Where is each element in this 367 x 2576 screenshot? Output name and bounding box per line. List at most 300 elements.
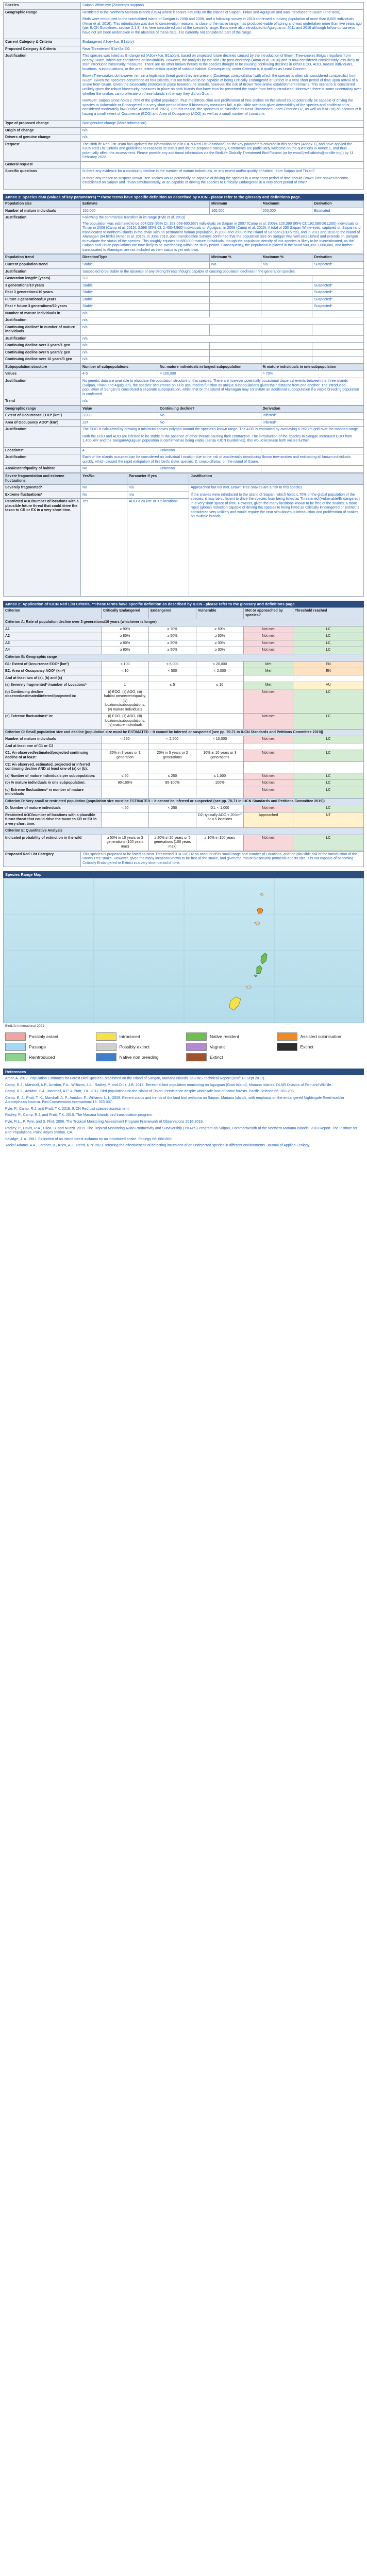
table-row: [4, 349, 364, 357]
cell: D2: typically AOO < 20 km² or ≤ 5 locations: [196, 812, 244, 828]
island-aguiguan: [254, 975, 257, 977]
legend-label: Extinct: [210, 1054, 223, 1060]
cell: LC: [293, 736, 364, 743]
table-row: [4, 835, 364, 851]
annex1-hdr-2: Minimum: [210, 201, 261, 208]
cell: 4-5: [81, 371, 158, 378]
trend-hdr-1: Direction/Type: [81, 255, 210, 262]
cell: Suspected*: [312, 261, 364, 268]
cell: LC: [293, 689, 364, 714]
annex1-header-row: [4, 201, 364, 208]
cell: 224: [81, 419, 158, 427]
subpop-hdr-2: No. mature individuals in largest subpopulation: [158, 364, 261, 371]
trend-hdr-3: Maximum %: [261, 255, 312, 262]
criterion-title: Criterion C: Small population size and decline (population size must be ESTIMATED – it cannot be inferred or suspected (see pp. 70-71 in IUCN Standards and Petitions Committee 2019)): [4, 729, 364, 736]
species-label: Species: [4, 3, 81, 10]
cell: Suspected to be stable in the absence of any strong threats thought capable of causing population declines in the generation species.: [81, 268, 364, 276]
criterion-title-row: [4, 729, 364, 736]
habitat-derivation: [261, 466, 364, 473]
cell: Continuing decline* in number of mature individuals: [4, 324, 81, 335]
severe-justification: [189, 485, 364, 597]
cell: 25% in 3 years or 1 generation: [102, 750, 149, 761]
cell: [102, 761, 149, 773]
table-row: [4, 682, 364, 689]
cell: ≤ 10: [196, 682, 244, 689]
cell: EN: [293, 661, 364, 668]
cell: n/a: [127, 485, 189, 492]
subpop-hdr-0: Subpopulation structure: [4, 364, 81, 371]
legend-label: Native resident: [210, 1033, 239, 1039]
type-change-value[interactable]: Non-genuine change (More information): [81, 121, 364, 128]
annex2-hdr-2: Endangered: [149, 608, 196, 619]
table-row: [4, 647, 364, 654]
cell: n/a: [261, 261, 312, 268]
table-row: [4, 335, 364, 343]
geo-hdr-1: Value: [81, 405, 158, 413]
cell: 3 generations/10 years: [4, 282, 81, 290]
annex1-hdr-4: Derivation: [312, 201, 364, 208]
cell: [149, 743, 196, 750]
cell: C1: An observed/estimated/projected continuing decline of at least:: [4, 750, 102, 761]
cell: [149, 812, 196, 828]
general-request-label: General request: [4, 161, 81, 168]
origin-change-label: Origin of change: [4, 127, 81, 134]
cell: Past 3 generations/10 years: [4, 290, 81, 297]
geo-justification: [81, 427, 364, 448]
cell: ≥ 30%: [196, 633, 244, 640]
reference-item: Pyle, R.L., P. Pyle, and S. Flint. 2006. The Tropical Monitoring Assessment Program Framework of Observations 2016-2019.: [5, 1120, 204, 1124]
table-row: [4, 447, 364, 454]
table-row: [4, 743, 364, 750]
cell: n/a: [81, 317, 364, 325]
references-title: References: [3, 1069, 364, 1075]
cell: D. Number of mature individuals: [4, 805, 102, 812]
legend-item: [186, 1032, 272, 1041]
cell: Stable: [81, 296, 210, 303]
cell: A3: [4, 640, 102, 647]
cell: [102, 812, 149, 828]
current-category-value: Endangered A3ce+4ce; B1ab(v): [81, 39, 364, 46]
annex2-proposed-table: [3, 851, 364, 868]
summary-table: [3, 2, 364, 190]
cell: < 10: [102, 668, 149, 675]
table-row: [4, 812, 364, 828]
cell: [210, 357, 261, 364]
justification-p3: However, Saipan alone holds c.70% of the global population, thus the introduction and proliferation of tree-snakes on this island could potentially be capable of driving the species to Vulnerable or Endangered in a very short period of time if biosecurity measures fail, a plausible scenario given detectability of the species and proliferation is considered moderately low (Yackel Adams et al. 2021). For this reason, the species is re-classified as Near Threatened under Criterion D2, as well as B1a+2a) on account of it having a small extent of Occurrence (EOO) and Area of Occupancy (AOO) as well as a small number of Locations.: [82, 99, 361, 116]
cell: ≤ 1,000: [196, 773, 244, 780]
cell: (a) Severely fragmented* /number of Locations*: [4, 682, 102, 689]
annex1-just-text: The population was estimated to be 504,029 (95% CI: 327,058-600,667) individuals on Saipan in 2007 (Camp et al. 2009), 120,390 (95% CI: 192,080-261,200) individuals on Tinian in 2008 (Camp et al. 2015), 3,598 (95% CI: 2,450-4,960) individuals on Aguiguan in 2008 (Camp et al. 2015). A total of 290 Saipan White-eyes, captured on Saipan and translocated to northern islands in the chain with no permanent human population, in 2008 and 2009 to the island of Sarigan (100 birds), and in 2011 and 2016 to the island of Alamagan (94 birds) (Amar et al. 2016). In June 2010, post-translocation surveys confirmed that the population size on Sarigan was well established and extends on Sarigan to evaluate the status of the species. This roughly equates to 680,000 mature individuals, though the population density of this species is likely to be overestimated, as the Saipan and Tinian populations are now likely to be overlapping within the study period. Consequently, the population is placed in the band 500,000-1,000,000, and further translocated to Alamagan are not included as their status is yet unknown.: [82, 222, 361, 252]
cell: (a) Number of mature individuals per subpopulation:: [4, 773, 102, 780]
table-row: [4, 398, 364, 405]
reference-item: Savidge, J. A. 1987. Extinction of an island forest avifauna by an introduced snake. Ecology 68: 660-668.: [5, 1137, 173, 1141]
general-request-value: [81, 161, 364, 168]
cell: Not met: [244, 773, 293, 780]
cell: ≥ 50%: [149, 647, 196, 654]
legend-swatch: [96, 1043, 116, 1051]
legend-label: Extinct: [300, 1044, 314, 1049]
cell: 1: [102, 682, 149, 689]
cell: Not met: [244, 787, 293, 798]
severe-hdr-1: Yes/No: [81, 473, 127, 484]
cell: Met: [244, 661, 293, 668]
cell: < 10,000: [196, 736, 244, 743]
criterion-title: Criterion E: Quantitative Analysis: [4, 828, 364, 835]
geo-hdr-0: Geographic range: [4, 405, 81, 413]
table-row: [4, 268, 364, 276]
geo-just-2: Both the EOO and AOO are inferred to be stable in the absence of other threats causing their contraction. The introduction of the species to Sarigan increased EOO from 1,400 km² and the Sarigan/Aguiguan population is confirmed as being viable (sensu IUCN Guidelines), this would increase both values further.: [82, 434, 353, 443]
cell: > 100,000: [158, 371, 261, 378]
cell: > 70%: [261, 371, 364, 378]
cell: B2: Area of Occupancy AOO* (km²): [4, 668, 102, 675]
cell: 90-100%: [102, 780, 149, 787]
cell: [149, 761, 196, 773]
geo-range-p2: Birds were introduced to the uninhabited island of Sarigan in 2008 and 2009, and a follow-up survey in 2010 confirmed a thriving population of more than 8,000 individuals (Amar et al. 2016). This introduction was due to conservation reasons, is close to the native range, has produced viable offspring and was undertaken more than five years ago (per IUCN Guidelines, section 2.1.3), it is here considered part of the species's range. Birds were also introduced to Aguiguan in 2011 and 2016 although follow-up surveys have not yet been undertaken in the absence of these data, it is currently not considered part of the range.: [82, 18, 362, 35]
annex1-hdr-3: Maximum: [261, 201, 312, 208]
restr-just-2: If the snakes were introduced to the island of Saipan, which holds c.70% of the global population of the species, it may be sufficient to drive the species from being listed as Threatened (Vulnerable/Endangered) in a very short space of time. However, given the many locations known to be free of the snakes, a more rapid (global) reduction capable of driving the species to being listed as Critically Endangered or Extinct is considered very unlikely and would require the near simultaneous introduction and proliferation of snakes on multiple islands.: [191, 493, 360, 519]
cell: Indicated probability of extinction in the wild: [4, 835, 102, 851]
cell: Not met: [244, 780, 293, 787]
legend-label: Assisted colonisation: [300, 1033, 341, 1039]
table-row: [4, 773, 364, 780]
cell: [196, 675, 244, 682]
cell: ≥ 80%: [102, 647, 149, 654]
legend-item: [5, 1043, 91, 1051]
table-row: [4, 466, 364, 473]
cell: n/a: [81, 343, 210, 350]
habitat-decline: Unknown: [158, 466, 261, 473]
range-map[interactable]: [3, 878, 364, 1023]
cell: Area of Occupancy AOO* (km²): [4, 419, 81, 427]
cell: ≥ 50%: [149, 640, 196, 647]
criterion-title-row: [4, 654, 364, 661]
table-row: [4, 343, 364, 350]
cell: Stable: [81, 303, 210, 311]
cell: 100%: [196, 780, 244, 787]
geo-range-value: [81, 9, 364, 39]
cell: n/a: [81, 357, 210, 364]
cell: No: [81, 485, 127, 492]
table-row: [4, 303, 364, 311]
cell: [149, 675, 196, 682]
cell: [149, 787, 196, 798]
cell: ≥ 80%: [102, 640, 149, 647]
specific-question-2: Is there any reason to suspect Brown Tree-snakes would potentially be capable of driving the species in a very short period of time should Brown Tree-snakes become established on Saipan and Tinian simultaneously, or an capable of driving the species to Critically Endangered in a very short period of time?: [82, 176, 348, 185]
reference-item: Radley, P., Camp, R.J. and Pratt, T.K. 2010. The Mariana Islands bird translocation program.: [5, 1113, 153, 1117]
cell: Not met: [244, 689, 293, 714]
map-title: Species Range Map: [3, 871, 364, 878]
cell: < 5,000: [149, 661, 196, 668]
trend-label: Trend: [4, 398, 81, 405]
criterion-title-row: [4, 798, 364, 805]
legend-item: [277, 1043, 362, 1051]
cell: [244, 675, 293, 682]
origin-change-value: n/a: [81, 127, 364, 134]
cell: [210, 303, 261, 311]
cell: A1: [4, 626, 102, 633]
cell: [102, 675, 149, 682]
criterion-title-row: [4, 619, 364, 626]
trend-hdr-2: Minimum %: [210, 255, 261, 262]
cell: ≥ 10% in 100 years: [196, 835, 244, 851]
cell: (b) Continuing decline observed/estimated/inferred/projected in:: [4, 689, 102, 714]
locations-decline: Unknown: [158, 447, 261, 454]
geo-range-label: Geographic Range: [4, 9, 81, 39]
table-row: [4, 317, 364, 325]
cell: A4: [4, 647, 102, 654]
cell: Future 3 generations/10 years: [4, 296, 81, 303]
table-row: [4, 675, 364, 682]
cell: < 2,500: [149, 736, 196, 743]
cell: Not met: [244, 835, 293, 851]
cell: NT: [293, 812, 364, 828]
annex1-hdr-0: Population size: [4, 201, 81, 208]
table-row: [4, 485, 364, 492]
cell: Approached: [244, 812, 293, 828]
cell: [210, 282, 261, 290]
cell: And at least two of (a), (b) and (c): [4, 675, 102, 682]
legend-swatch: [96, 1053, 116, 1061]
cell: n/a: [210, 261, 261, 268]
cell: 3,090: [81, 413, 158, 420]
legend-swatch: [186, 1032, 207, 1041]
cell: [312, 310, 364, 317]
cell: No: [81, 492, 127, 499]
island-tinian: [257, 965, 262, 974]
species-value[interactable]: Saipan White-eye (Zosterops saypani): [81, 3, 364, 10]
reference-item: Radley, P., Davis, R.A., Ulloa, B. and Nuzzo. 2019. The Tropical Monitoring Avian Productivity and Survivorship (TMAPS) Program on Saipan, Commonwealth of the Northern Mariana Islands: 2010 Report. The Institute for Bird Populations, Point Reyes Station, CA.: [5, 1126, 358, 1135]
cell: 10% in 10 years or 3 generations: [196, 750, 244, 761]
legend-swatch: [186, 1053, 207, 1061]
cell: < 500: [149, 668, 196, 675]
locations-value: 4: [81, 447, 158, 454]
cell: Justification: [4, 268, 81, 276]
legend-label: Possibly extinct: [119, 1044, 150, 1049]
specific-questions-label: Specific questions: [4, 168, 81, 190]
proposed-red-list-value: This species is proposed to be listed as Near Threatened B1a+2a; D2 on account of its small range and number of Locations, and the plausible risk of the introduction of the Brown Tree-snake. However, given the many locations known to be free of the snake, and given the robust biosecurity protocols and its size, it is not capable of becoming Critically Endangered or Extinct in a very short period of time.: [81, 851, 364, 867]
cell: [312, 349, 364, 357]
cell: Justification: [4, 317, 81, 325]
cell: LC: [293, 633, 364, 640]
locations-justification: Each of the islands occupied can be considered an individual Location due to the risk of accidentally introducing Brown tree-snakes and extirpating all known individuals quickly, which caused the rapid extirpation of this bird's sister species, Z. conspicillatus, on the island of Guam.: [81, 454, 364, 466]
cell: Extent of Occurrence EOO* (km²): [4, 413, 81, 420]
annex2-hdr-4: Met or approached by species?: [244, 608, 293, 619]
reference-item: Camp, R. J., Pratt, T. K., Marshall, A. P., Amidon, F., Williams, L. L. 2009. Recent status and trends of the land bird avifauna on Saipan, Mariana Islands, with emphasis on the endangered Nightingale Reed-warbler Acrocephalus luscinia. Bird Conservation International 19: 323-337.: [5, 1096, 345, 1105]
criterion-title: Criterion B: Geographic range: [4, 654, 364, 661]
table-row: [4, 427, 364, 448]
table-row: [4, 324, 364, 335]
table-row: [4, 454, 364, 466]
cell: (i) EOO, (ii) AOO, (iii) habitat area/extent/quality, (iv) locations/subpopulations, (v) mature individuals: [102, 689, 149, 714]
drivers-change-label: Drivers of genuine change: [4, 134, 81, 142]
reference-item: Pyle, P., Camp, R.J. and Pratt, T.K. 2019. IUCN Red List species assessment.: [5, 1107, 130, 1111]
cell: (c) Extreme fluctuations* in:: [4, 714, 102, 730]
cell: [312, 324, 364, 335]
legend-item: [186, 1043, 272, 1051]
legend-label: Possibly extant: [29, 1033, 59, 1039]
cell: n/a: [81, 349, 210, 357]
annex1-population-table: [3, 200, 364, 254]
table-row: [4, 357, 364, 364]
drivers-change-value: n/a: [81, 134, 364, 142]
table-row: [4, 736, 364, 743]
table-row: [4, 780, 364, 787]
reference-item: Camp, R.J., Amidon, F.A., Marshall, A.P. & Pratt, T.K. 2012. Bird populations on the island of Tinian: Persistence despite wholesale loss of native forests. Pacific Science 66: 283-298.: [5, 1090, 295, 1094]
cell: Not met: [244, 647, 293, 654]
legend-swatch: [277, 1043, 297, 1051]
justification-p2: Brown Tree-snakes do however remain a legitimate threat given they are present (Zosterops conspicillatus (with which the species is often still considered conspecific) from Guam. Given the species's occurrence as four islands, it is not believed to be capable of being Critically Endangered or Extinct in a very short period of time upon arrival of a snake from Guam. Given the biosecurity protocols in place between the islands, however, the risk of Brown Tree-snake establishment remains. This scenario is considered unlikely given the robust biosecurity measures in place on both islands that have thus far prevented the snake from being introduced. Moreover, there is some uncertainty over whether the snakes can proliferate on these islands in the way they did on Guam.: [82, 74, 361, 96]
cell: Justification: [4, 378, 81, 398]
cell: [261, 303, 312, 311]
cell: [244, 761, 293, 773]
cell: Restricted AOO/number of locations with a plausible future threat that could drive the taxon to CR or EX in a very short time.: [4, 812, 102, 828]
annex1-trend-table: [3, 254, 364, 364]
island-rota: [246, 986, 252, 989]
legend-item: [5, 1032, 91, 1041]
legend-swatch: [186, 1043, 207, 1051]
table-row: [4, 689, 364, 714]
annex2-hdr-5: Threshold reached: [293, 608, 364, 619]
current-category-label: Current Category & Criteria: [4, 39, 81, 46]
cell: Not met: [244, 626, 293, 633]
cell: Past + future 3 generations/10 years: [4, 303, 81, 311]
type-change-label: Type of proposed change: [4, 121, 81, 128]
island-anatahan: [254, 922, 260, 925]
legend-label: Native non breeding: [119, 1054, 159, 1060]
cell: Number of mature individuals: [4, 208, 81, 215]
cell: [81, 215, 364, 254]
table-row: [4, 276, 364, 283]
cell: ≤ 50: [102, 773, 149, 780]
cell: Values: [4, 371, 81, 378]
restricted-label: Restricted AOO/number of locations with a plausible future threat that could drive the taxon to CR or EX in a very short time.: [4, 499, 81, 597]
cell: Justification: [4, 454, 81, 466]
island-guam: [229, 997, 241, 1010]
restricted-param: AOO < 20 km² or < 5 locations: [127, 499, 189, 597]
cell: [261, 349, 312, 357]
cell: Continuing decline over 10 years/3 gen: [4, 357, 81, 364]
specific-question-1: Is there any evidence for a continuing decline in the number of mature individuals, or any extent and/or quality of habitat, from Saipan and Tinian?: [82, 170, 315, 174]
cell: Not met: [244, 714, 293, 730]
cell: [261, 324, 312, 335]
cell: 95-100%: [149, 780, 196, 787]
legend-swatch: [96, 1032, 116, 1041]
cell: Stable: [81, 282, 210, 290]
table-row: [4, 714, 364, 730]
cell: Justification: [4, 215, 81, 254]
cell: Severely fragmented*: [4, 485, 81, 492]
cell: B1: Extent of Occurrence EOO* (km²): [4, 661, 102, 668]
trend-hdr-4: Derivation: [312, 255, 364, 262]
table-row: [4, 261, 364, 268]
map-legend: [3, 1029, 364, 1064]
trend-value: n/a: [81, 398, 364, 405]
cell: LC: [293, 640, 364, 647]
table-row: [4, 378, 364, 398]
cell: Not met: [244, 805, 293, 812]
annex2-hdr-3: Vulnerable: [196, 608, 244, 619]
legend-item: [96, 1032, 181, 1041]
trend-hdr-0: Population trend: [4, 255, 81, 262]
cell: (c) Extreme fluctuations* in number of mature individuals: [4, 787, 102, 798]
legend-item: [186, 1053, 272, 1061]
cell: Met: [244, 682, 293, 689]
cell: LC: [293, 780, 364, 787]
island-sarigan: [257, 908, 263, 913]
cell: [210, 324, 261, 335]
cell: [261, 276, 312, 283]
cell: [261, 282, 312, 290]
cell: 20% in 5 years or 2 generations: [149, 750, 196, 761]
island-farallon: [260, 893, 263, 896]
cell: Not met: [244, 736, 293, 743]
legend-item: [96, 1053, 181, 1061]
legend-item: [277, 1032, 362, 1041]
cell: [196, 689, 244, 714]
cell: [149, 714, 196, 730]
cell: [210, 290, 261, 297]
legend-label: Passage: [29, 1044, 46, 1049]
cell: Extreme fluctuations*: [4, 492, 81, 499]
cell: < 100: [102, 661, 149, 668]
table-row: [4, 310, 364, 317]
cell: 150,000: [81, 208, 210, 215]
cell: Not met: [244, 633, 293, 640]
table-row: [4, 215, 364, 254]
trend-header-row: [4, 255, 364, 262]
cell: ≥ 90%: [102, 626, 149, 633]
cell: [312, 343, 364, 350]
cell: n/a: [81, 324, 210, 335]
cell: [210, 276, 261, 283]
cell: ≥ 20% in 20 years or 5 generations (100 years max): [149, 835, 196, 851]
cell: Stable: [81, 290, 210, 297]
cell: n/a: [127, 492, 189, 499]
annex2-hdr-0: Criterion: [4, 608, 102, 619]
cell: LC: [293, 805, 364, 812]
legend-label: Introduced: [119, 1033, 140, 1039]
cell: < 50: [102, 805, 149, 812]
severe-header-row: [4, 473, 364, 484]
legend-item: [96, 1043, 181, 1051]
cell: Continuing decline over 5 years/2 gen: [4, 349, 81, 357]
cell: [149, 689, 196, 714]
annex1-title: Annex 1: Species data (values of key parameters) **These terms have specific definition as described by IUCN - please refer to the glossary and definitions page.: [3, 194, 364, 200]
cell: Continuing decline over 3 years/1 gen: [4, 343, 81, 350]
cell: Not met: [244, 640, 293, 647]
cell: 200,000: [261, 208, 312, 215]
annex1-severe-table: [3, 473, 364, 597]
cell: [102, 787, 149, 798]
annex1-hdr-1: Estimate: [81, 201, 210, 208]
references-list: [3, 1075, 364, 1151]
cell: EN: [293, 668, 364, 675]
cell: Suspected*: [312, 303, 364, 311]
annex1-subpop-table: [3, 364, 364, 405]
cell: [312, 276, 364, 283]
annex1-geo-table: [3, 405, 364, 473]
annex2-header-row: [4, 608, 364, 619]
justification-label: Justification: [4, 53, 81, 121]
cell: ≤ 5: [149, 682, 196, 689]
subpop-header-row: [4, 364, 364, 371]
cell: Number of mature individuals: [4, 736, 102, 743]
geo-hdr-3: Derivation: [261, 405, 364, 413]
proposed-category-label: Proposed Category & Criteria: [4, 46, 81, 53]
geo-header-row: [4, 405, 364, 413]
table-row: [4, 640, 364, 647]
cell: ≤ 250: [149, 773, 196, 780]
